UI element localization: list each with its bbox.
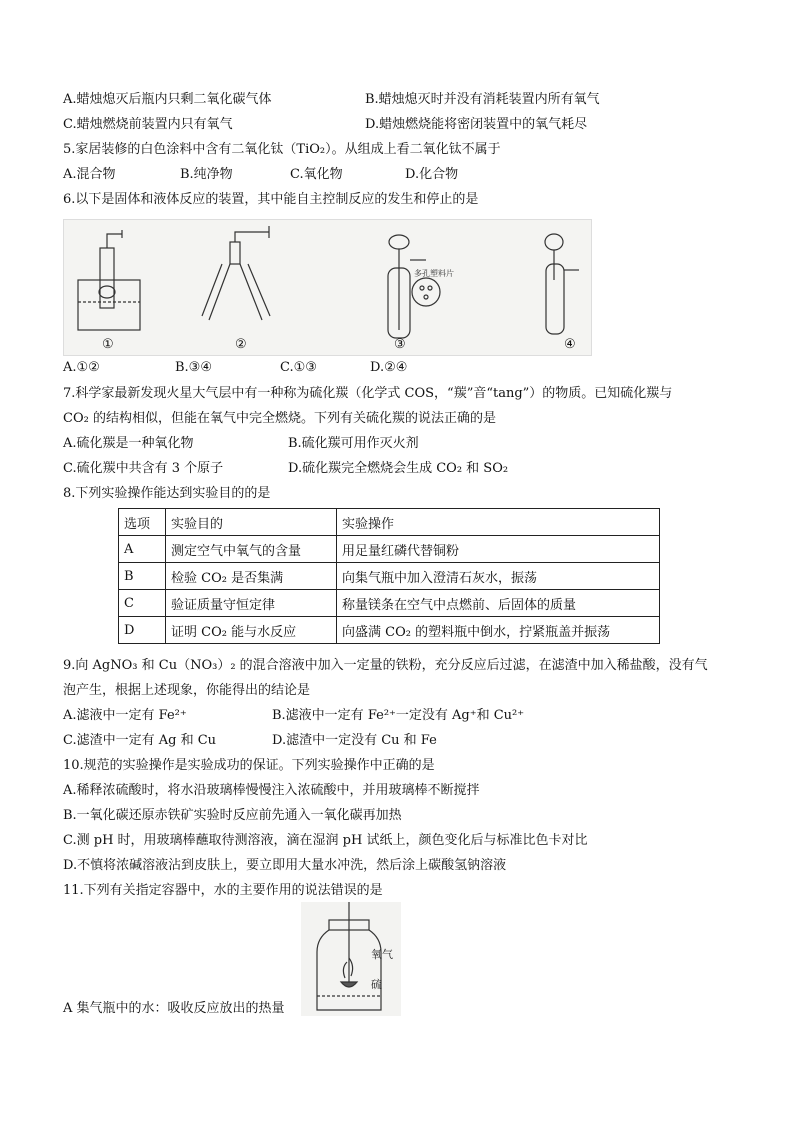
q4-option-b: B.蜡烛熄灭时并没有消耗装置内所有氧气 <box>365 92 600 107</box>
apparatus-drawings <box>64 220 591 355</box>
q10-stem: 10.规范的实验操作是实验成功的保证。下列实验操作中正确的是 <box>63 758 435 773</box>
q10-option-d: D.不慎将浓碱溶液沾到皮肤上，要立即用大量水冲洗，然后涂上碳酸氢钠溶液 <box>63 858 507 873</box>
q8-table <box>118 508 660 644</box>
q8-stem: 8.下列实验操作能达到实验目的的是 <box>63 486 271 501</box>
q11-gas-bottle-figure <box>301 902 401 1016</box>
q4-option-a: A.蜡烛熄灭后瓶内只剩二氧化碳气体 <box>63 92 272 107</box>
table-row <box>119 617 660 644</box>
table-row <box>119 536 660 563</box>
gas-bottle-drawing <box>301 902 401 1016</box>
table-cell: 证明 CO₂ 能与水反应 <box>166 617 337 644</box>
q6-option-a: A.①② <box>63 360 100 375</box>
q5-option-b: B.纯净物 <box>180 167 233 182</box>
q7-stem-line1: 7.科学家最新发现火星大气层中有一种称为硫化羰（化学式 COS，“羰”音“tang”）的物质。已知硫化羰与 <box>63 386 673 401</box>
q9-option-a: A.滤液中一定有 Fe²⁺ <box>63 708 187 723</box>
table-cell: B <box>119 563 166 590</box>
q7-option-c: C.硫化羰中共含有 3 个原子 <box>63 461 224 476</box>
q10-option-b: B.一氧化碳还原赤铁矿实验时反应前先通入一氧化碳再加热 <box>63 808 402 823</box>
q7-option-a: A.硫化羰是一种氧化物 <box>63 436 194 451</box>
q5-option-d: D.化合物 <box>405 167 459 182</box>
q10-option-c: C.测 pH 时，用玻璃棒蘸取待测溶液，滴在湿润 pH 试纸上，颜色变化后与标准比色卡对比 <box>63 833 588 848</box>
q5-option-c: C.氧化物 <box>290 167 343 182</box>
fig-label-3: ③ <box>394 337 406 352</box>
q9-option-b: B.滤液中一定有 Fe²⁺一定没有 Ag⁺和 Cu²⁺ <box>272 708 525 723</box>
fig-label-4: ④ <box>564 337 576 352</box>
table-header-cell: 选项 <box>119 509 166 536</box>
table-cell: 称量镁条在空气中点燃前、后固体的质量 <box>337 590 660 617</box>
table-cell: 检验 CO₂ 是否集满 <box>166 563 337 590</box>
q10-option-a: A.稀释浓硫酸时，将水沿玻璃棒慢慢注入浓硫酸中，并用玻璃棒不断搅拌 <box>63 783 480 798</box>
table-cell: 用足量红磷代替铜粉 <box>337 536 660 563</box>
table-header-cell: 实验目的 <box>166 509 337 536</box>
porous-plate-label: 多孔塑料片 <box>414 269 454 278</box>
apparatus-4 <box>545 234 579 334</box>
q6-stem: 6.以下是固体和液体反应的装置，其中能自主控制反应的发生和停止的是 <box>63 192 479 207</box>
q7-option-d: D.硫化羰完全燃烧会生成 CO₂ 和 SO₂ <box>288 461 509 476</box>
table-cell: 向盛满 CO₂ 的塑料瓶中倒水，拧紧瓶盖并振荡 <box>337 617 660 644</box>
table-header-cell: 实验操作 <box>337 509 660 536</box>
fig-label-2: ② <box>235 337 247 352</box>
q6-option-b: B.③④ <box>175 360 212 375</box>
q5-option-a: A.混合物 <box>63 167 116 182</box>
apparatus-1 <box>78 230 140 330</box>
q11-stem: 11.下列有关指定容器中，水的主要作用的说法错误的是 <box>63 883 383 898</box>
q11-option-a: A 集气瓶中的水：吸收反应放出的热量 <box>63 1001 285 1016</box>
q4-option-d: D.蜡烛燃烧能将密闭装置中的氧气耗尽 <box>365 117 588 132</box>
table-row <box>119 590 660 617</box>
q9-stem-line1: 9.向 AgNO₃ 和 Cu（NO₃）₂ 的混合溶液中加入一定量的铁粉，充分反应后过滤，在滤渣中加入稀盐酸，没有气 <box>63 658 708 673</box>
oxygen-label: 氧气 <box>371 948 393 961</box>
sulfur-label: 硫 <box>371 978 382 991</box>
q9-option-c: C.滤渣中一定有 Ag 和 Cu <box>63 733 217 748</box>
table-cell: 测定空气中氧气的含量 <box>166 536 337 563</box>
table-cell: D <box>119 617 166 644</box>
table-cell: A <box>119 536 166 563</box>
q9-stem-line2: 泡产生，根据上述现象，你能得出的结论是 <box>63 683 311 698</box>
table-cell: C <box>119 590 166 617</box>
table-cell: 向集气瓶中加入澄清石灰水，振荡 <box>337 563 660 590</box>
table-row <box>119 563 660 590</box>
q4-option-c: C.蜡烛燃烧前装置内只有氧气 <box>63 117 233 132</box>
apparatus-2 <box>202 226 270 320</box>
q6-option-d: D.②④ <box>370 360 408 375</box>
q7-option-b: B.硫化羰可用作灭火剂 <box>288 436 419 451</box>
q9-option-d: D.滤渣中一定没有 Cu 和 Fe <box>272 733 437 748</box>
q6-apparatus-figure <box>63 219 592 356</box>
apparatus-3 <box>388 235 454 338</box>
q6-option-c: C.①③ <box>280 360 317 375</box>
table-header-row <box>119 509 660 536</box>
table-cell: 验证质量守恒定律 <box>166 590 337 617</box>
q7-stem-line2: CO₂ 的结构相似，但能在氧气中完全燃烧。下列有关硫化羰的说法正确的是 <box>63 411 496 426</box>
fig-label-1: ① <box>102 337 114 352</box>
q5-stem: 5.家居装修的白色涂料中含有二氧化钛（TiO₂）。从组成上看二氧化钛不属于 <box>63 142 501 157</box>
